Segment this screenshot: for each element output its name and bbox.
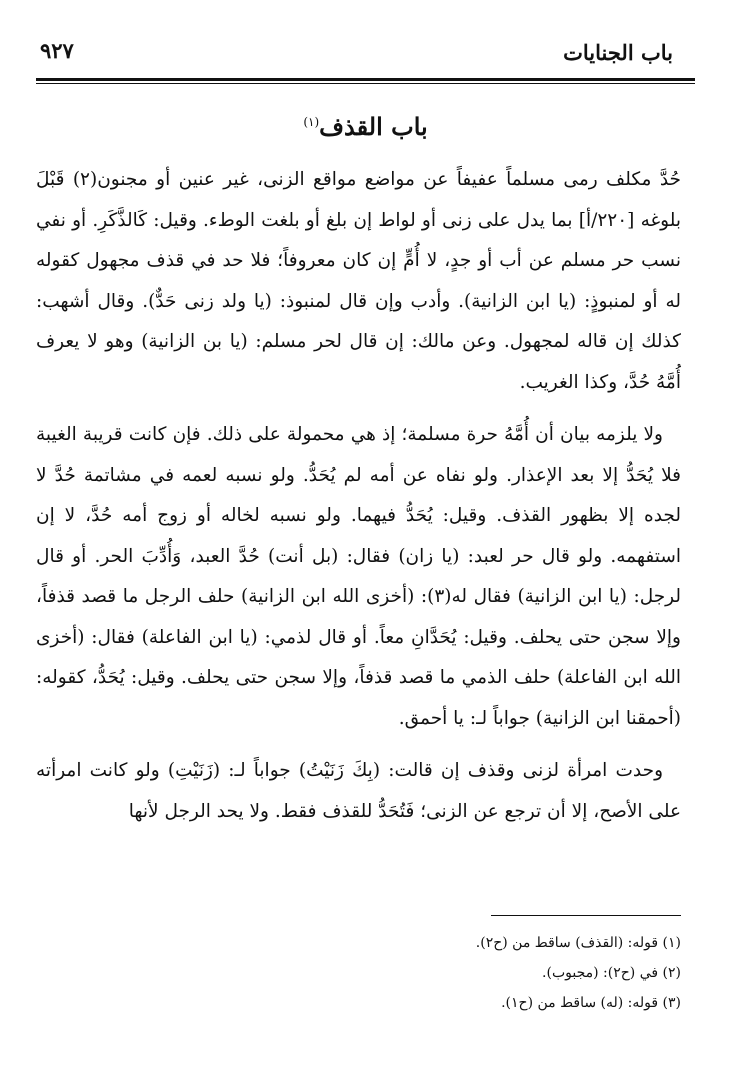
footnote: (١) قوله: (القذف) ساقط من (ح٢). [475,935,681,951]
chapter-title-text: باب القذف [319,112,428,141]
page-number: ٩٢٧ [40,38,74,63]
paragraph: ولا يلزمه بيان أن أُمَّهُ حرة مسلمة؛ إذ هي محمولة على ذلك. فإن كانت قريبة الغيبة فلا يُحَدُّ إلا بعد الإعذار. ولو نفاه عن أمه لم يُحَدُّ. ولو نسبه لعمه في مشاتمة حُدَّ لا لجده إلا بظهور القذف. وقيل: يُحَدُّ فيهما. ولو نسبه لخاله أو زوج أمه حُدَّ، لا إن استفهمه. ولو قال حر لعبد: (يا زان) فقال: (بل أنت) حُدَّ العبد، وَأُدِّبَ الحر. أو قال لرجل: (يا ابن الزانية) فقال له(٣): (أخزى الله ابن الزانية) حلف الرجل ما قصد قذفاً، وإلا سجن حتى يحلف. وقيل: يُحَدَّانِ معاً. أو قال لذمي: (يا ابن الفاعلة) فقال: (أخزى الله ابن الفاعلة) حلف الذمي ما قصد قذفاً، وإلا سجن حتى يحلف. وقيل: يُحَدُّ، كقوله: (أحمقنا ابن الزانية) جواباً لـ: يا أحمق. [36,424,681,729]
footnotes [36,928,681,1018]
paragraph: وحدت امرأة لزنى وقذف إن قالت: (بِكَ زَنَيْتُ) جواباً لـ: (زَنَيْتِ) ولو كانت امرأته على الأصح، إلا أن ترجع عن الزنى؛ فَتُحَدُّ للقذف فقط. ولا يحد الرجل لأنها [36,760,681,822]
chapter-title [0,112,731,141]
footnote: (٢) في (ح٢): (مجبوب). [542,965,681,981]
footnote-rule [491,915,681,916]
footnote: (٣) قوله: (له) ساقط من (ح١). [501,995,681,1011]
body-text [36,160,681,832]
paragraph: حُدَّ مكلف رمى مسلماً عفيفاً عن مواضع مواقع الزنى، غير عنين أو مجنون(٢) قَبْلَ بلوغه [٢٢٠/أ] بما يدل على زنى أو لواط إن بلغ أو بلغت الوطء. وقيل: كَالذَّكَرِ. أو نفي نسب حر مسلم عن أب أو جدٍ، لا أُمٍّ إن كان معروفاً؛ فلا حد في قذف مجهول كقوله له أو لمنبوذٍ: (يا ابن الزانية). وأدب وإن قال لمنبوذ: (يا ولد زنى حَدٌّ). وقال أشهب: كذلك إن قاله لمجهول. وعن مالك: إن قال لحر مسلم: (يا بن الزانية) وهو لا يعرف أُمَّهُ حُدَّ، وكذا الغريب. [36,169,681,393]
running-title: باب الجنايات [563,40,673,65]
header-rule [36,78,695,84]
chapter-footnote-ref: (١) [303,115,320,129]
